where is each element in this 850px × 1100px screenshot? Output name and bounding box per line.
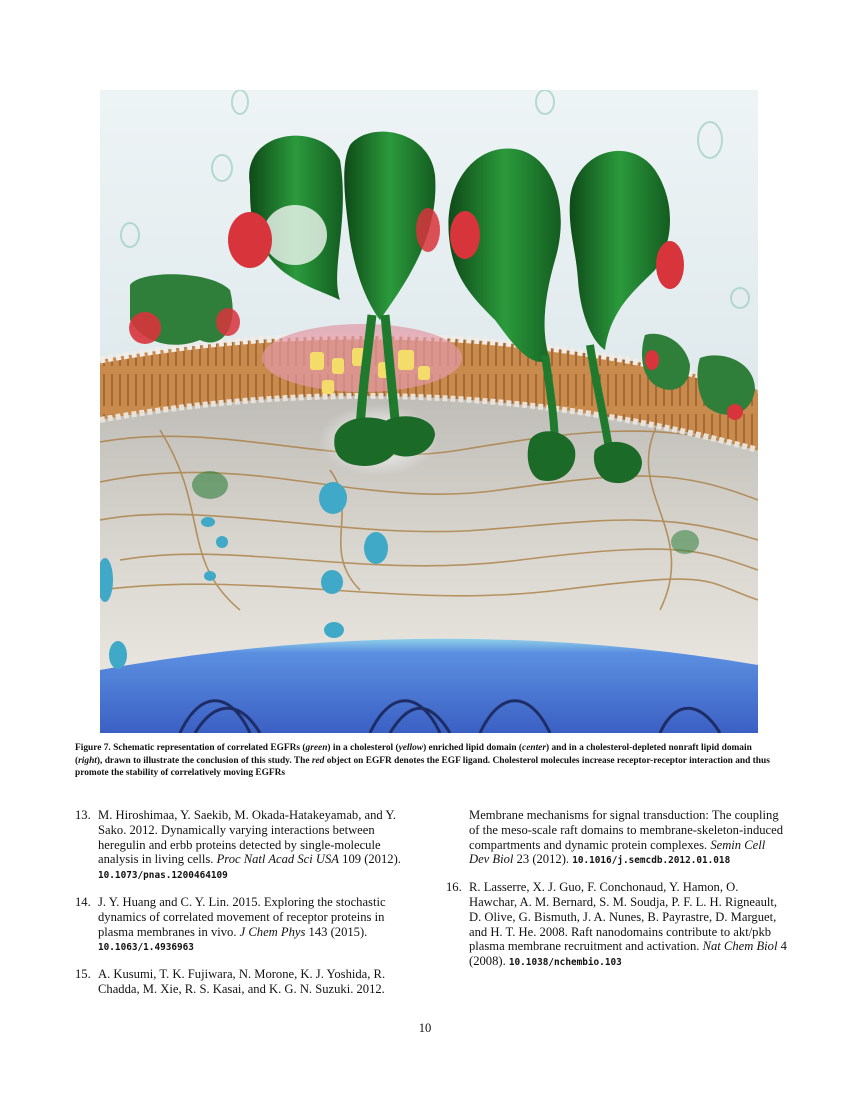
references-left-column	[75, 808, 417, 1008]
caption-text-2: ) in a cholesterol (	[327, 743, 399, 753]
reference-volume: 109 (2012).	[339, 852, 401, 867]
figure-caption	[75, 742, 775, 780]
reference-title: Membrane mechanisms for signal transduction: The coupling of the meso-scale raft domains to membrane-skeleton-induced compartments and dynamic protein complexes.	[469, 808, 784, 852]
caption-text-4: ) and in a cholesterol-depleted nonraft lipid domain (	[75, 743, 752, 766]
reference-15	[75, 967, 417, 997]
page-number: 10	[418, 1021, 432, 1035]
references-right-column	[446, 808, 788, 982]
reference-journal: J Chem Phys	[239, 924, 306, 939]
reference-journal: Nat Chem Biol	[702, 939, 778, 954]
caption-red: red	[311, 755, 325, 766]
reference-doi-link[interactable]: 10.1073/pnas.1200464109	[98, 870, 228, 882]
reference-authors: R. Lasserre, X. J. Guo, F. Conchonaud, Y. Hamon, O. Hawchar, A. M. Bernard, S. M. Soudja, P. F. L. H. Rigneault, D. Olive, G. Bismuth, J. A. Nunes, B. Payrastre, D. Marguet, and H. T. He. 2008. Raft nanodomains contribute to akt/pkb plasma membrane recruitment and activation.	[469, 880, 778, 954]
caption-text-5: ), drawn to illustrate the conclusion of this study. The	[96, 755, 312, 766]
reference-volume: 143 (2015).	[305, 924, 368, 939]
reference-journal: Proc Natl Acad Sci USA	[216, 852, 339, 867]
reference-volume: 23 (2012).	[513, 852, 573, 867]
reference-volume: 4 (2008).	[469, 939, 787, 969]
caption-text-1: Schematic representation of correlated EGFRs (	[110, 743, 306, 753]
caption-yellow: yellow	[398, 743, 424, 753]
reference-doi-link[interactable]: 10.1016/j.semcdb.2012.01.018	[572, 855, 731, 867]
caption-right: right	[78, 755, 97, 766]
reference-number: 16.	[446, 880, 462, 895]
caption-green: green	[305, 743, 328, 753]
reference-number: 13.	[75, 808, 91, 822]
reference-number: 14.	[75, 894, 91, 909]
reference-16	[446, 880, 788, 971]
figure-label: Figure 7.	[75, 743, 111, 753]
reference-authors: J. Y. Huang and C. Y. Lin. 2015. Exploring the stochastic dynamics of correlated movement of receptor proteins in plasma membranes in vivo.	[98, 894, 386, 939]
reference-doi-link[interactable]: 10.1038/nchembio.103	[508, 957, 622, 969]
reference-number: 15.	[75, 967, 91, 982]
reference-15-continued	[446, 808, 788, 869]
figure-7-illustration	[100, 90, 758, 733]
caption-center: center	[522, 743, 546, 753]
reference-authors: M. Hiroshimaa, Y. Saekib, M. Okada-Hatakeyamab, and Y. Sako. 2012. Dynamically varying interactions between heregulin and erbb proteins detected by single-molecule analysis in living cells.	[98, 808, 396, 867]
reference-doi-link[interactable]: 10.1063/1.4936963	[98, 942, 194, 954]
reference-14	[75, 895, 417, 956]
caption-text-6: object on EGFR denotes the EGF ligand. Cholesterol molecules increase receptor-receptor interaction and thus promote the stability of correlatively moving EGFRs	[75, 755, 770, 779]
reference-authors: A. Kusumi, T. K. Fujiwara, N. Morone, K. J. Yoshida, R. Chadda, M. Xie, R. S. Kasai, and K. G. N. Suzuki. 2012.	[98, 967, 386, 996]
reference-13	[75, 808, 417, 884]
caption-text-3: ) enriched lipid domain (	[423, 743, 523, 753]
reference-journal: Semin Cell Dev Biol	[469, 837, 766, 867]
